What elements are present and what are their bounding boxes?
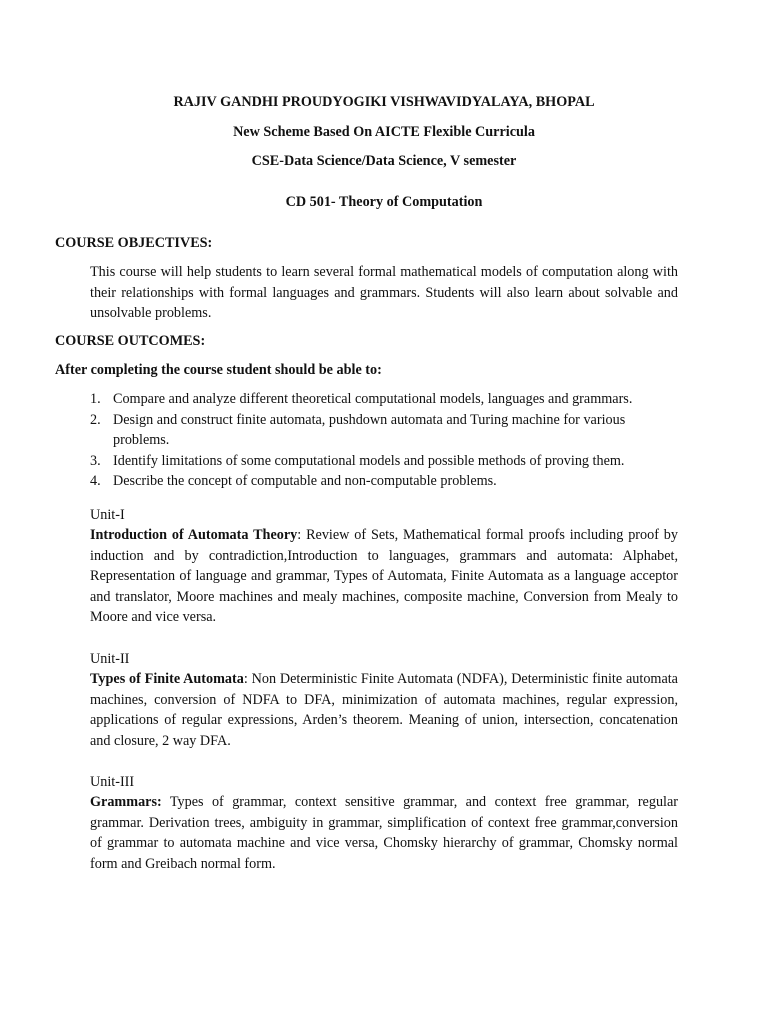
- branch-title: CSE-Data Science/Data Science, V semester: [251, 153, 517, 169]
- outcomes-heading: COURSE OUTCOMES:: [55, 333, 206, 349]
- list-item: [90, 410, 678, 451]
- unit-2-title: Types of Finite Automata: [90, 671, 244, 687]
- list-number: 1.: [90, 391, 101, 407]
- unit-2-separator: :: [243, 671, 248, 687]
- list-number: 2.: [90, 411, 101, 428]
- list-item: [90, 451, 678, 472]
- unit-2-text: Non Deterministic Finite Automata (NDFA), Deterministic finite automata machines, conversion of NDFA to DFA, minimization of automata machines, regular expression, applications of regular expressions, Arden’s theorem. Meaning of union, intersection, concatenation and closure, 2 way DFA.: [90, 671, 678, 749]
- list-item: [90, 471, 678, 492]
- list-text: Design and construct finite automata, pushdown automata and Turing machine for various problems.: [113, 411, 626, 448]
- unit-1-label: Unit-I: [90, 507, 125, 523]
- unit-1-title: Introduction of Automata Theory: [90, 527, 298, 543]
- outcomes-intro: After completing the course student should be able to:: [55, 362, 382, 378]
- unit-1-text: Review of Sets, Mathematical formal proofs including proof by induction and by contradiction,Introduction to languages, grammars and automata: Alphabet, Representation of language and grammar, Types of Automata, Finite Automata as a language acceptor and translator, Moore machines and mealy machines, composite machine, Conversion from Mealy to Moore and vice versa.: [90, 527, 678, 625]
- list-number: 4.: [90, 473, 101, 489]
- unit-3-label: Unit-III: [90, 774, 135, 790]
- list-text: Identify limitations of some computational models and possible methods of proving them.: [113, 452, 625, 469]
- unit-1-content: [90, 525, 678, 628]
- list-item: [90, 389, 678, 410]
- unit-3-title: Grammars:: [90, 794, 162, 810]
- outcomes-list: [90, 389, 678, 492]
- objectives-text: This course will help students to learn several formal mathematical models of computation along with their relationships with formal languages and grammars. Students will also learn about solvable and unsolvable problems.: [90, 264, 678, 321]
- objectives-heading: COURSE OBJECTIVES:: [55, 235, 213, 251]
- list-text: Compare and analyze different theoretical computational models, languages and grammars.: [113, 391, 633, 407]
- scheme-title: New Scheme Based On AICTE Flexible Curricula: [233, 124, 535, 140]
- list-number: 3.: [90, 452, 101, 469]
- unit-3-text: Types of grammar, context sensitive grammar, and context free grammar, regular grammar. Derivation trees, ambiguity in grammar, simplification of context free grammar,conversion of grammar to automata machine and vice versa, Chomsky hierarchy of grammar, Chomsky normal form and Greibach normal form.: [90, 794, 678, 872]
- unit-2-label: Unit-II: [90, 651, 130, 667]
- unit-2-content: [90, 669, 678, 751]
- unit-1-separator: :: [297, 527, 302, 543]
- unit-3-content: [90, 792, 678, 874]
- course-title: CD 501- Theory of Computation: [285, 194, 483, 210]
- list-text: Describe the concept of computable and non-computable problems.: [113, 473, 497, 489]
- university-title: RAJIV GANDHI PROUDYOGIKI VISHWAVIDYALAYA, BHOPAL: [173, 94, 595, 110]
